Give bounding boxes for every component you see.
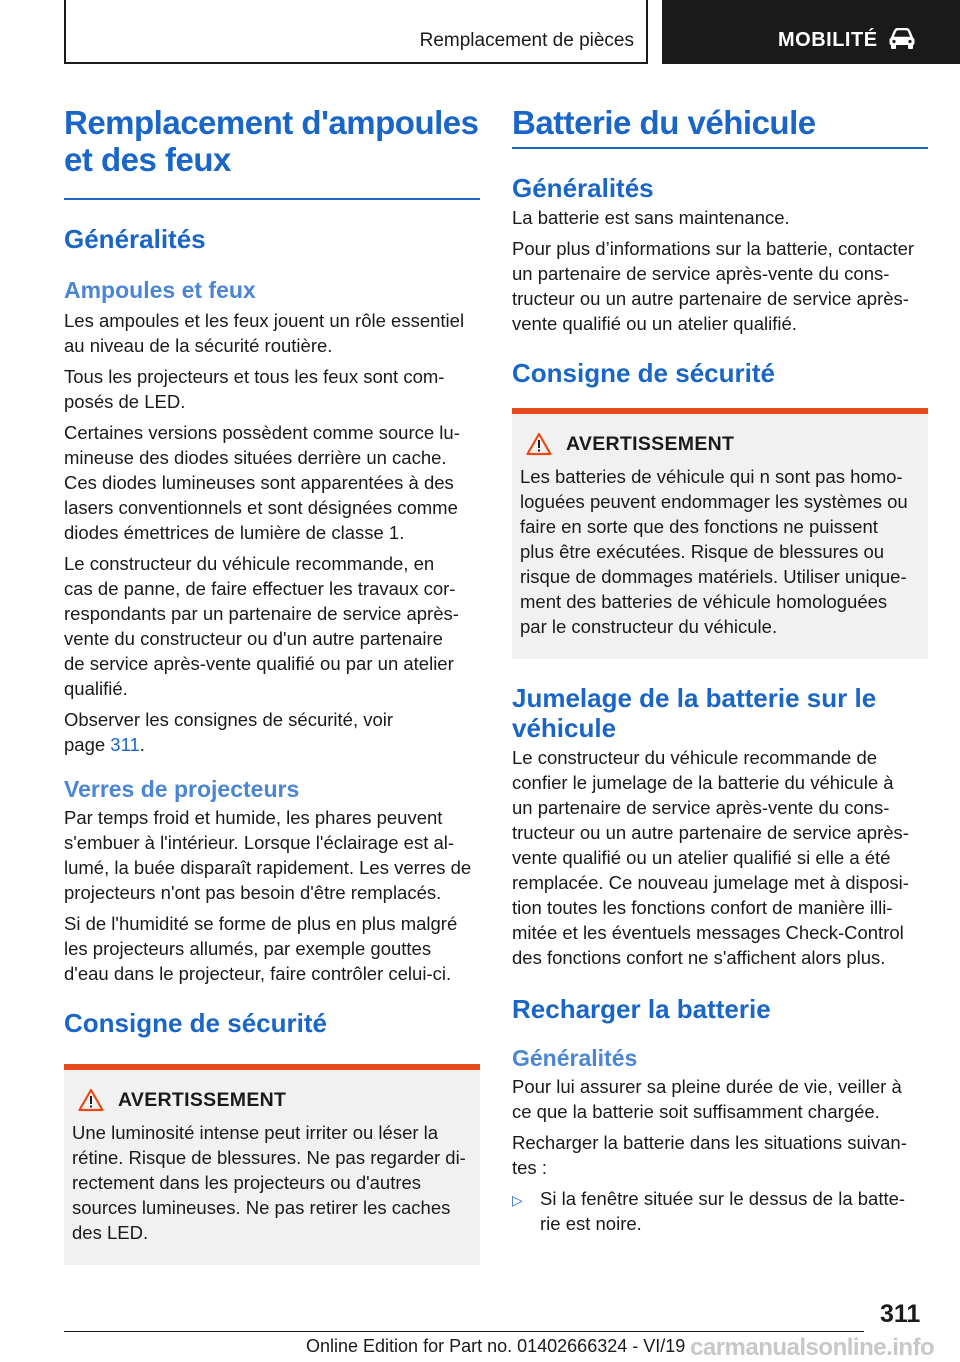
warning-box: [512, 408, 928, 659]
heading-safety: Consigne de sécurité: [512, 358, 775, 388]
paragraph: Pour plus d’informations sur la batterie, contacter un partenaire de service après-vente du cons‐ tructeur ou un autre partenaire de service après- vente qualifié ou un atelier qualifié.: [512, 238, 915, 334]
footer-rule: [64, 1331, 864, 1332]
heading-charge-battery: Recharger la batterie: [512, 994, 771, 1024]
heading-general: Généralités: [64, 224, 206, 254]
paragraph: Le constructeur du véhicule recommande de confier le jumelage de la batterie du véhicule à un partenaire de service après-vente du cons‐ tructeur ou un autre partenaire de service après- vente qualifié ou un atelier qualifié si elle a été remplacée. Ce nouveau jumelage met à disposi‐ tion toutes les fonctions confort de manière illi‐ mitée et les éventuels messages Check-Control des fonctions confort ne s'affichent alors plus.: [512, 747, 909, 968]
warning-triangle-icon: [78, 1088, 104, 1112]
warning-header: [526, 432, 920, 456]
page-title-bulbs: Remplacement d'ampoules et des feux: [64, 104, 479, 178]
paragraph: Par temps froid et humide, les phares peuvent s'embuer à l'intérieur. Lorsque l'éclairage est al‐ lumé, la buée disparaît rapidement. Les verres de projecteurs n'ont pas besoin d'être remplacés.: [64, 807, 472, 903]
warning-text: Les batteries de véhicule qui n sont pas homo‐ loguées peuvent endommager les systèmes ou faire en sorte que des fonctions ne puissent plus être exécutées. Risque de blessures ou risque de dommages matériels. Utiliser unique‐ ment des batteries de véhicule homologuées par le constructeur du véhicule.: [520, 466, 908, 637]
heading-bulbs-lights: Ampoules et feux: [64, 277, 256, 303]
paragraph: La batterie est sans maintenance.: [512, 207, 790, 228]
heading-general: Généralités: [512, 173, 654, 203]
title-rule: [64, 198, 480, 200]
list-item: ▷ Si la fenêtre située sur le dessus de la batte‐ rie est noire.: [512, 1188, 906, 1234]
warning-title: AVERTISSEMENT: [566, 432, 735, 455]
triangle-bullet-icon: ▷: [512, 1192, 523, 1208]
warning-text: Une luminosité intense peut irriter ou léser la rétine. Risque de blessures. Ne pas regarder di‐ rectement dans les projecteurs ou d'autres sources lumineuses. Ne pas retirer les caches des LED.: [72, 1122, 466, 1243]
heading-projector-lenses: Verres de projecteurs: [64, 776, 300, 802]
paragraph: Certaines versions possèdent comme source lu‐ mineuse des diodes situées derrière un cache. Ces diodes lumineuses sont apparentées à des lasers conventionnels et sont désignées comme diodes émettrices de lumière de classe 1.: [64, 422, 460, 543]
page-number: 311: [880, 1300, 921, 1328]
chapter-tab: [662, 0, 960, 64]
heading-battery-pairing: Jumelage de la batterie sur le véhicule: [512, 683, 877, 743]
paragraph: Si de l'humidité se forme de plus en plus malgré les projecteurs allumés, par exemple gouttes d'eau dans le projecteur, faire contrôler celui-ci.: [64, 913, 458, 984]
paragraph: Le constructeur du véhicule recommande, en cas de panne, de faire effectuer les travaux cor‐ respondants par un partenaire de service après- vente du constructeur ou d'un autre partenaire de service après-vente qualifié ou par un atelier qualifié.: [64, 553, 459, 699]
paragraph: Les ampoules et les feux jouent un rôle essentiel au niveau de la sécurité routière.: [64, 310, 465, 356]
heading-safety: Consigne de sécurité: [64, 1008, 327, 1038]
left-column: [64, 104, 480, 1265]
paragraph: Recharger la batterie dans les situations suivan‐ tes :: [512, 1132, 907, 1178]
car-icon: [888, 28, 916, 50]
heading-general-sub: Généralités: [512, 1045, 638, 1071]
section-title: Remplacement de pièces: [419, 30, 634, 51]
warning-box: [64, 1064, 480, 1265]
title-rule: [512, 147, 928, 149]
warning-title: AVERTISSEMENT: [118, 1088, 287, 1111]
page-title-battery: Batterie du véhicule: [512, 104, 816, 141]
watermark: carmanualsonline.info: [690, 1334, 935, 1361]
warning-header: [78, 1088, 472, 1112]
header-frame: [64, 0, 648, 64]
chapter-label: MOBILITÉ: [778, 29, 878, 51]
page-link[interactable]: 311: [110, 734, 140, 755]
right-column: [512, 104, 928, 1236]
warning-triangle-icon: [526, 432, 552, 456]
paragraph: Tous les projecteurs et tous les feux sont com‐ posés de LED.: [64, 366, 445, 412]
paragraph: Observer les consignes de sécurité, voir page 311.: [64, 709, 394, 755]
paragraph: Pour lui assurer sa pleine durée de vie, veiller à ce que la batterie soit suffisamment chargée.: [512, 1076, 902, 1122]
footer-edition: Online Edition for Part no. 01402666324 - VI/19: [306, 1336, 686, 1356]
